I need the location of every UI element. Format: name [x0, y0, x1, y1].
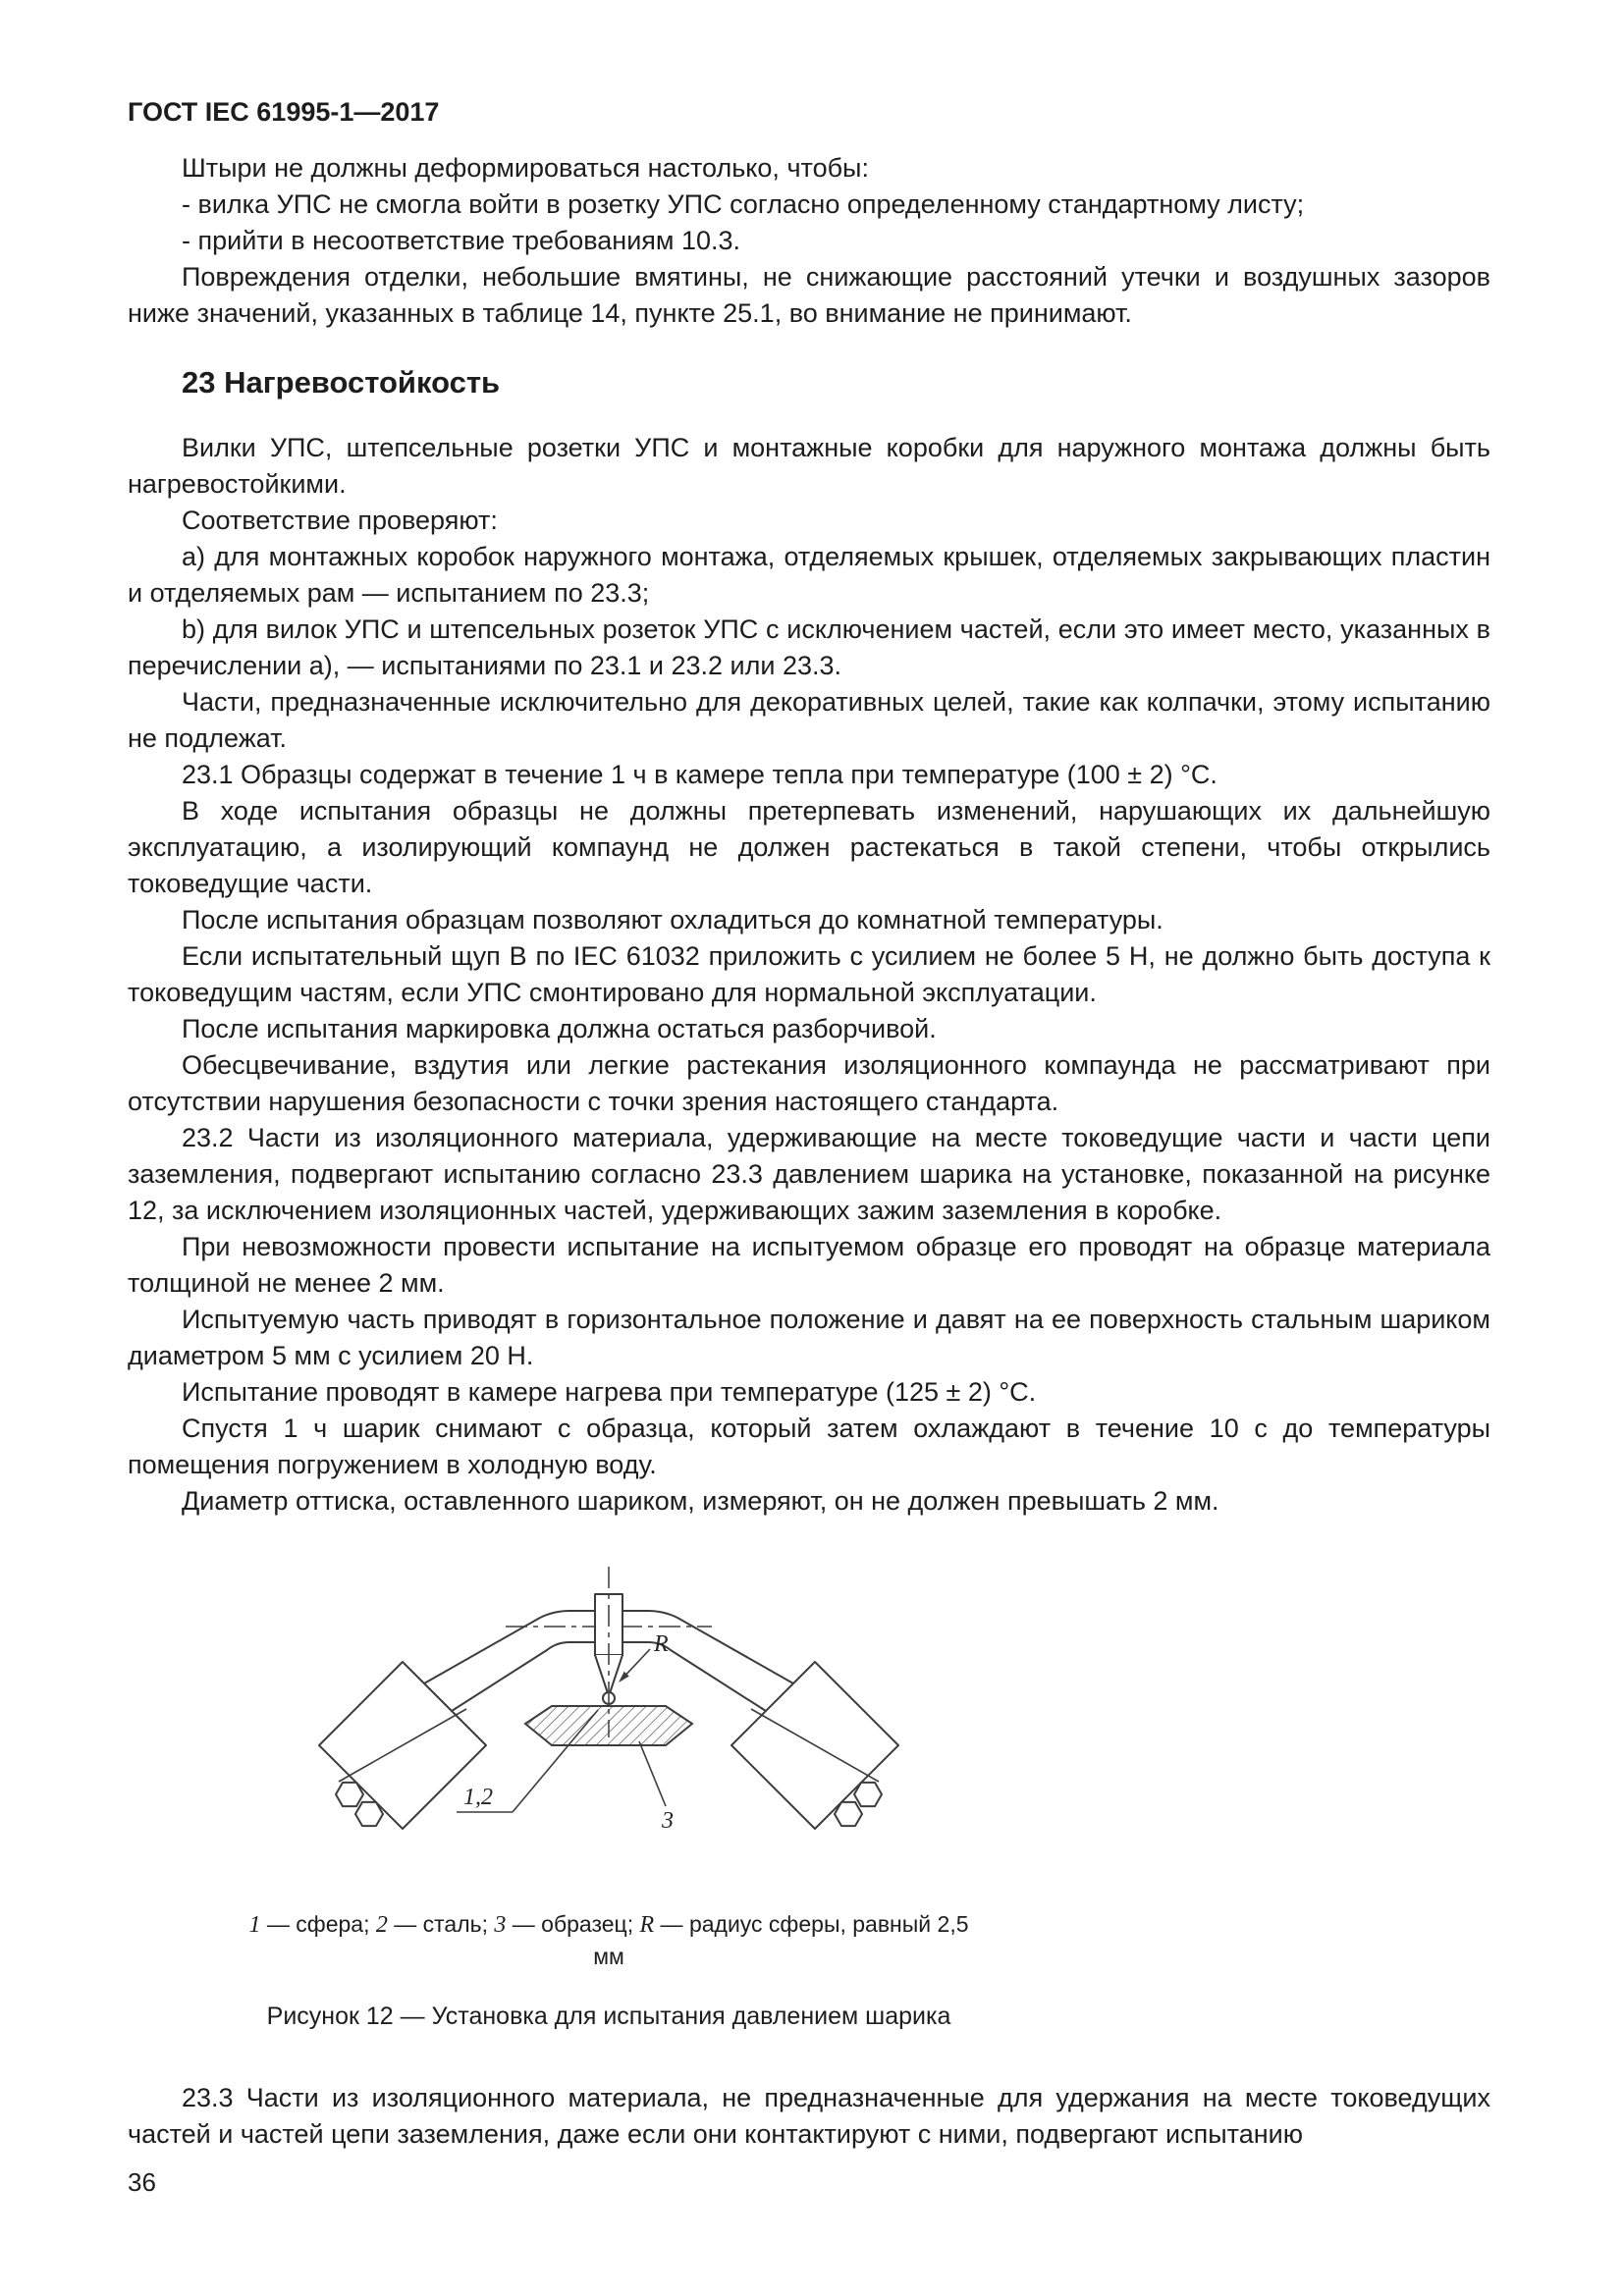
ball-pressure-apparatus-figure — [304, 1559, 913, 1883]
figure-caption: Рисунок 12 — Установка для испытания давлением шарика — [266, 2002, 951, 2030]
leader-line — [639, 1741, 666, 1806]
legend-text: — образец; — [506, 1911, 640, 1937]
page-number: 36 — [128, 2167, 156, 2197]
clamp-bolt-icon — [355, 1802, 383, 1826]
figure-label-radius: R — [654, 1631, 669, 1657]
paragraph: Обесцвечивание, вздутия или легкие растекания изоляционного компаунда не рассматривают при отсутствии нарушения безопасности с точки зрения настоящего стандарта. — [128, 1050, 1490, 1116]
paragraph: Части, предназначенные исключительно для декоративных целей, такие как колпачки, этому испытанию не подлежат. — [128, 687, 1490, 753]
list-item-dash: - прийти в несоответствие требованиям 10.3. — [182, 226, 741, 255]
list-item-a: a) для монтажных коробок наружного монтажа, отделяемых крышек, отделяемых закрывающих пластин и отделяемых рам — испытанием по 23.3; — [128, 542, 1490, 608]
clamp-bolt-icon — [835, 1802, 862, 1826]
paragraph: Испытание проводят в камере нагрева при температуре (125 ± 2) °С. — [182, 1377, 1037, 1407]
paragraph: Повреждения отделки, небольшие вмятины, не снижающие расстояний утечки и воздушных зазоров ниже значений, указанных в таблице 14, пункте 25.1, во внимание не принимают. — [128, 262, 1490, 328]
paragraph: Соответствие проверяют: — [182, 506, 498, 535]
paragraph: После испытания образцам позволяют охладиться до комнатной температуры. — [182, 905, 1163, 934]
paragraph: Испытуемую часть приводят в горизонтальное положение и давят на ее поверхность стальным шариком диаметром 5 мм с усилием 20 Н. — [128, 1305, 1490, 1370]
clause-23-2: 23.2 Части из изоляционного материала, удерживающие на месте токоведущие части и части цепи заземления, подвергают испытанию согласно 23.3 давлением шарика на установке, показанной на рисунке 12, за исключением изоляционных частей, удерживающих зажим заземления в коробке. — [128, 1123, 1490, 1225]
paragraph: Диаметр оттиска, оставленного шариком, измеряют, он не должен превышать 2 мм. — [182, 1486, 1219, 1516]
legend-number: 1 — [248, 1912, 261, 1938]
document-title: ГОСТ IEC 61995-1—2017 — [128, 97, 440, 127]
list-item-b: b) для вилок УПС и штепсельных розеток УПС с исключением частей, если это имеет место, указанных в перечислении a), — испытаниями по 23.1 и 23.2 или 23.3. — [128, 614, 1490, 680]
paragraph: Спустя 1 ч шарик снимают с образца, который затем охлаждают в течение 10 с до температуры помещения погружением в холодную воду. — [128, 1414, 1490, 1479]
clamp-bolt-icon — [854, 1783, 882, 1806]
clause-23-1: 23.1 Образцы содержат в течение 1 ч в камере тепла при температуре (100 ± 2) °С. — [182, 760, 1217, 789]
figure-legend — [245, 1908, 972, 1972]
legend-text: — сталь; — [387, 1911, 495, 1937]
figure-label-clamp: 1,2 — [463, 1785, 493, 1810]
list-item-dash: - вилка УПС не смогла войти в розетку УПС согласно определенному стандартному листу; — [182, 189, 1305, 219]
legend-text: — сфера; — [260, 1911, 376, 1937]
legend-number: 3 — [494, 1912, 507, 1938]
paragraph: При невозможности провести испытание на испытуемом образце его проводят на образце материала толщиной не менее 2 мм. — [128, 1232, 1490, 1298]
figure-12-block — [245, 1559, 972, 2033]
section-heading: 23 Нагревостойкость — [182, 365, 501, 400]
paragraph: В ходе испытания образцы не должны претерпевать изменений, нарушающих их дальнейшую эксплуатацию, а изолирующий компаунд не должен растекаться в такой степени, чтобы открылись токоведущие части. — [128, 796, 1490, 898]
legend-number: 2 — [375, 1912, 388, 1938]
clamp-bolt-icon — [336, 1783, 363, 1806]
paragraph: Вилки УПС, штепсельные розетки УПС и монтажные коробки для наружного монтажа должны быть нагревостойкими. — [128, 433, 1490, 499]
paragraph: Если испытательный щуп B по IEC 61032 приложить с усилием не более 5 Н, не должно быть доступа к токоведущим частям, если УПС смонтировано для нормальной эксплуатации. — [128, 941, 1490, 1007]
legend-number: R — [639, 1912, 655, 1938]
paragraph: Штыри не должны деформироваться настолько, чтобы: — [182, 153, 869, 183]
figure-label-sample: 3 — [662, 1808, 674, 1834]
clause-23-3: 23.3 Части из изоляционного материала, не предназначенные для удержания на месте токоведущих частей и частей цепи заземления, даже если они контактируют с ними, подвергают испытанию — [128, 2083, 1490, 2149]
legend-text: — радиус сферы, равный 2,5 мм — [593, 1911, 969, 1969]
paragraph: После испытания маркировка должна остаться разборчивой. — [182, 1014, 937, 1043]
